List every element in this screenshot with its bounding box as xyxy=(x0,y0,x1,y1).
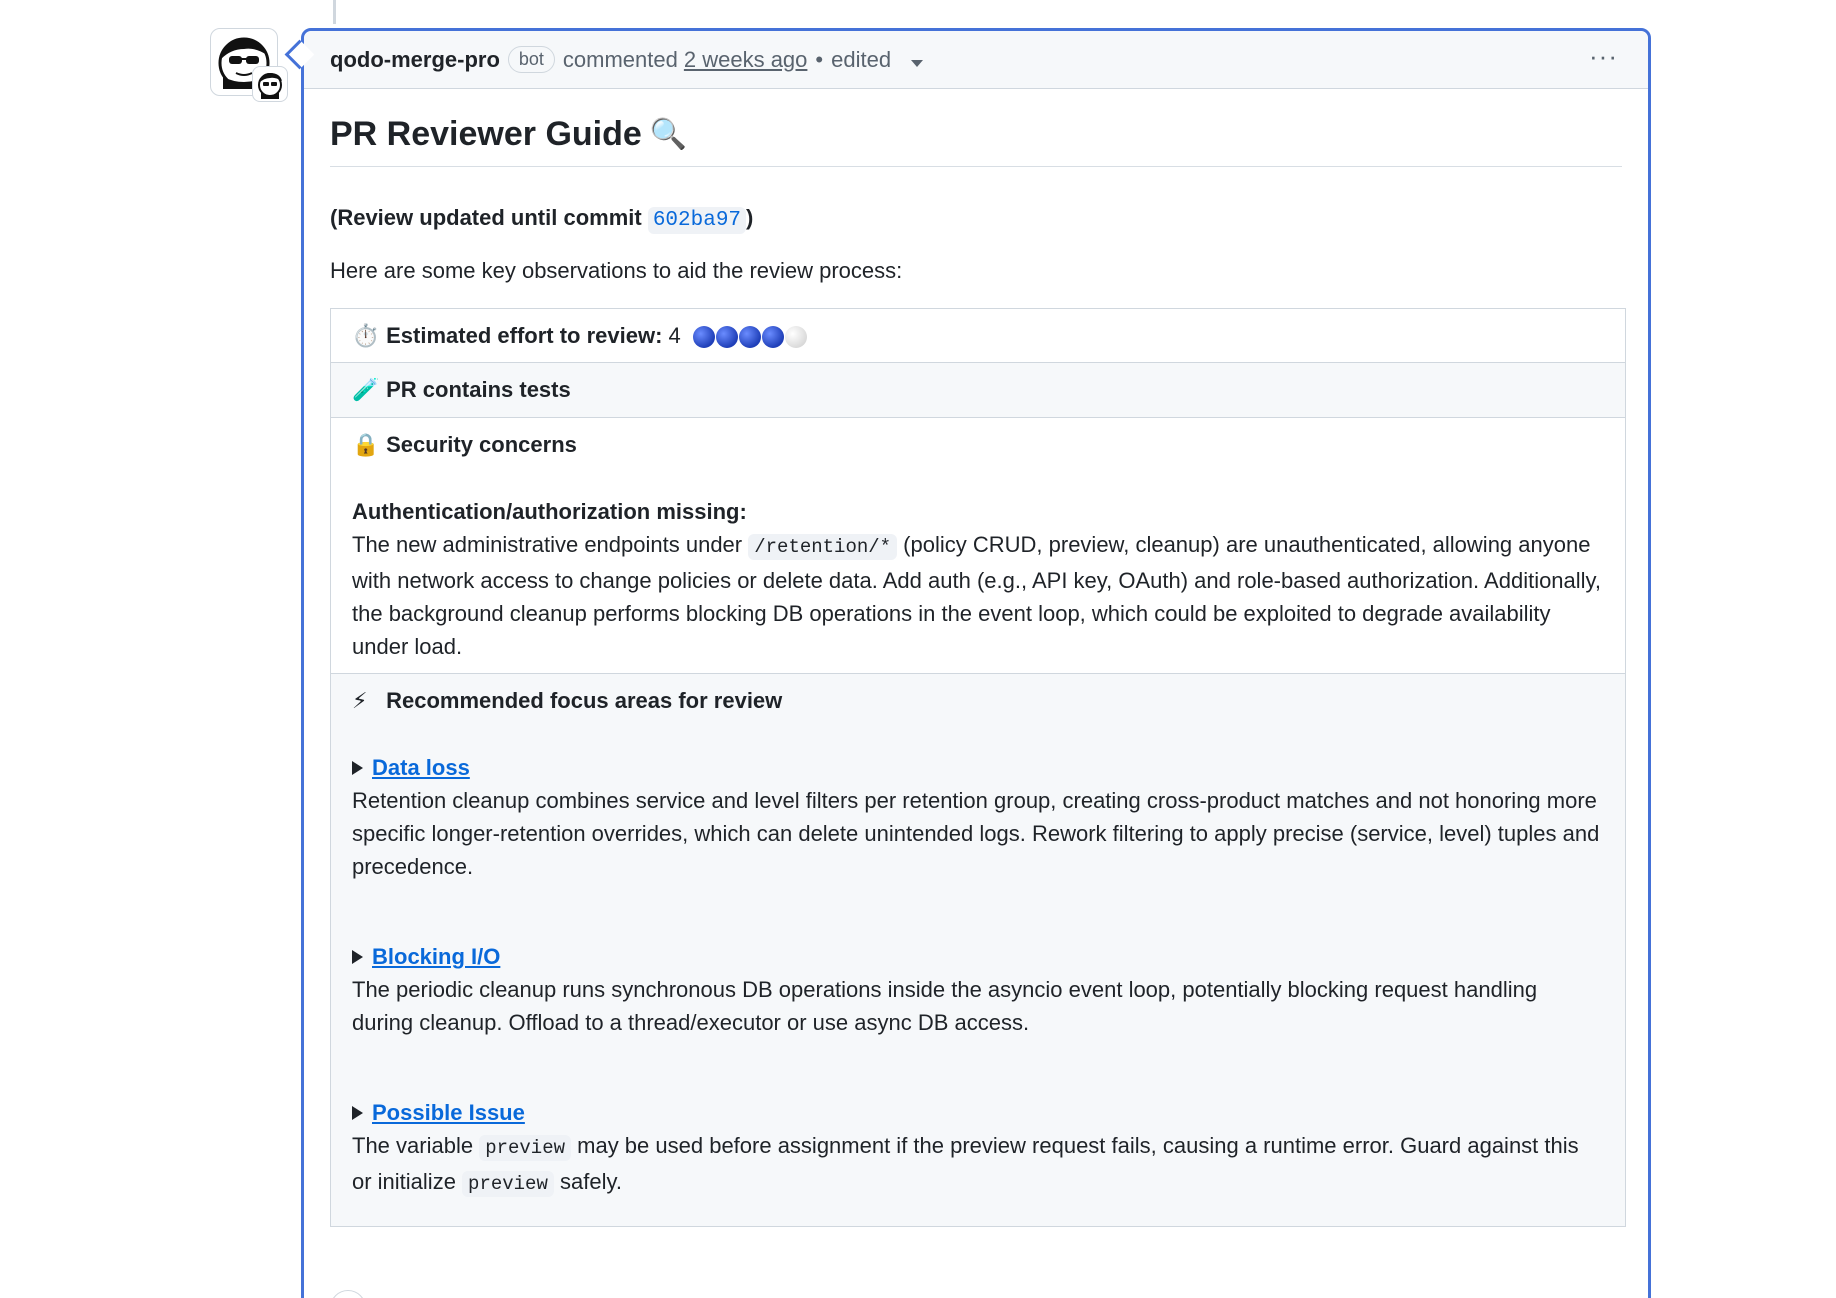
rating-dot-filled xyxy=(693,326,715,348)
security-text-before: The new administrative endpoints under xyxy=(352,532,749,557)
security-code: /retention/* xyxy=(748,534,897,560)
focus-summary[interactable] xyxy=(352,940,1604,973)
lock-icon: 🔒 xyxy=(352,432,380,457)
focus-text xyxy=(352,1129,1604,1201)
commit-prefix: (Review updated until commit xyxy=(330,205,648,230)
lightning-icon: ⚡ xyxy=(352,688,368,713)
rating-dot-filled xyxy=(716,326,738,348)
commit-sha-link[interactable]: 602ba97 xyxy=(648,207,746,234)
rating-dot-empty xyxy=(785,326,807,348)
separator-dot: • xyxy=(815,46,824,72)
stopwatch-icon: ⏱️ xyxy=(352,323,380,348)
security-text xyxy=(352,528,1604,663)
rating-dot-filled xyxy=(739,326,761,348)
timeline-line xyxy=(333,0,336,24)
chevron-down-icon xyxy=(911,60,923,67)
effort-rating xyxy=(693,326,808,348)
focus-item-possible-issue xyxy=(352,1096,1604,1201)
security-label: Security concerns xyxy=(386,432,577,457)
focus-item-blocking-io xyxy=(352,940,1604,1039)
focus-link-possible-issue[interactable]: Possible Issue xyxy=(372,1100,525,1125)
focus-item-data-loss xyxy=(352,751,1604,883)
focus-row xyxy=(331,674,1625,1226)
page-title xyxy=(330,115,1622,167)
commit-line xyxy=(330,205,1622,232)
focus-summary[interactable] xyxy=(352,1096,1604,1129)
intro-text: Here are some key observations to aid the review process: xyxy=(330,258,903,283)
comment-body xyxy=(304,115,1648,1227)
bot-mini-icon xyxy=(253,67,287,101)
action-text: commented xyxy=(562,46,678,72)
more-options-icon[interactable]: ··· xyxy=(1589,41,1618,71)
focus-link-blocking-io[interactable]: Blocking I/O xyxy=(372,944,501,969)
effort-label: Estimated effort to review: xyxy=(386,323,663,348)
title-text: PR Reviewer Guide xyxy=(330,115,642,153)
security-text-after: (policy CRUD, preview, cleanup) are unauthenticated, allowing anyone with network access to change policies or delete data. Add auth (e.g., API key, OAuth) and role-based authorization. Additionally, the background cleanup performs blocking DB operations in the event loop, which could be exploited to degrade availability under load. xyxy=(352,532,1602,659)
security-subheading: Authentication/authorization missing: xyxy=(352,499,747,524)
focus-link-data-loss[interactable]: Data loss xyxy=(372,755,470,780)
bot-badge: bot xyxy=(508,46,555,73)
focus-text-part: safely. xyxy=(553,1169,622,1194)
focus-text: The periodic cleanup runs synchronous DB operations inside the asyncio event loop, potentially blocking request handling during cleanup. Offload to a thread/executor or use async DB access. xyxy=(352,977,1538,1035)
edited-label: edited xyxy=(831,46,892,72)
comment-header xyxy=(304,31,1648,89)
focus-label: Recommended focus areas for review xyxy=(386,688,783,713)
effort-row xyxy=(331,309,1625,363)
comment-box xyxy=(301,28,1651,1298)
tests-row xyxy=(331,363,1625,418)
timestamp-link[interactable]: 2 weeks ago xyxy=(683,46,808,72)
security-row xyxy=(331,418,1625,674)
focus-text-part: The variable xyxy=(352,1133,480,1158)
inline-code: preview xyxy=(479,1135,571,1161)
inline-code: preview xyxy=(462,1171,554,1197)
rating-dot-filled xyxy=(762,326,784,348)
test-tube-icon: 🧪 xyxy=(352,377,380,402)
focus-summary[interactable] xyxy=(352,751,1604,784)
effort-value: 4 xyxy=(668,323,681,348)
focus-text-part: may be used before assignment if the preview request fails, causing a runtime error. Guard against this or initialize xyxy=(352,1133,1579,1194)
author-link[interactable]: qodo-merge-pro xyxy=(330,46,500,72)
disclosure-triangle-icon xyxy=(352,761,363,775)
tests-label: PR contains tests xyxy=(386,377,571,402)
review-table xyxy=(330,308,1626,1227)
magnifier-icon: 🔍 xyxy=(649,118,688,151)
app-badge-avatar xyxy=(252,66,288,102)
edited-dropdown[interactable] xyxy=(831,47,923,73)
focus-text: Retention cleanup combines service and level filters per retention group, creating cross-product matches and not honoring more specific longer-retention overrides, which can delete unintended logs. Rework filtering to apply precise (service, level) tuples and precedence. xyxy=(352,788,1600,879)
disclosure-triangle-icon xyxy=(352,1106,363,1120)
avatar[interactable] xyxy=(210,28,278,96)
disclosure-triangle-icon xyxy=(352,950,363,964)
commit-suffix: ) xyxy=(746,205,754,230)
